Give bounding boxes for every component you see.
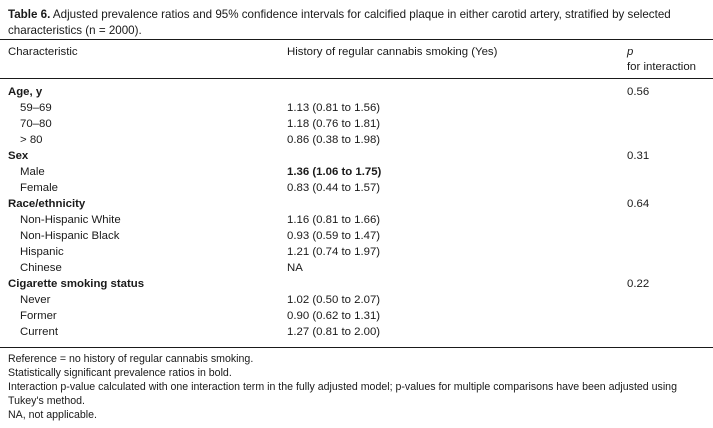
prevalence-ratio-cell: 0.90 (0.62 to 1.31) bbox=[287, 310, 381, 322]
table-row bbox=[0, 260, 713, 276]
table-note: Reference = no history of regular cannabis smoking. bbox=[8, 353, 254, 365]
prevalence-ratio-cell: 0.93 (0.59 to 1.47) bbox=[287, 230, 381, 242]
prevalence-ratio-cell: 1.13 (0.81 to 1.56) bbox=[287, 102, 381, 114]
prevalence-ratio-cell: 1.36 (1.06 to 1.75) bbox=[287, 166, 382, 178]
row-label: Non-Hispanic Black bbox=[20, 230, 120, 242]
group-header-row bbox=[0, 84, 713, 100]
row-label: Current bbox=[20, 326, 58, 338]
row-label: Female bbox=[20, 182, 58, 194]
table-row bbox=[0, 228, 713, 244]
table-row bbox=[0, 116, 713, 132]
row-label: Non-Hispanic White bbox=[20, 214, 121, 226]
header-characteristic: Characteristic bbox=[8, 46, 78, 58]
prevalence-ratio-cell: 1.27 (0.81 to 2.00) bbox=[287, 326, 381, 338]
prevalence-ratio-cell: 1.21 (0.74 to 1.97) bbox=[287, 246, 381, 258]
table-row bbox=[0, 324, 713, 340]
group-header-row bbox=[0, 148, 713, 164]
row-label: Hispanic bbox=[20, 246, 64, 258]
header-rule bbox=[0, 78, 713, 79]
table-body bbox=[0, 84, 713, 340]
table-row bbox=[0, 308, 713, 324]
table-row bbox=[0, 100, 713, 116]
table-note: Interaction p-value calculated with one interaction term in the fully adjusted model; p-values for multiple comparisons have been adjusted using Tukey's method. bbox=[8, 381, 677, 407]
prevalence-ratio-cell: 1.18 (0.76 to 1.81) bbox=[287, 118, 381, 130]
table-row bbox=[0, 212, 713, 228]
header-p-symbol: p bbox=[627, 46, 634, 58]
bottom-rule bbox=[0, 347, 713, 348]
group-header-row bbox=[0, 196, 713, 212]
row-label: Never bbox=[20, 294, 51, 306]
table-row bbox=[0, 132, 713, 148]
group-label: Race/ethnicity bbox=[8, 198, 86, 210]
row-label: 70–80 bbox=[20, 118, 52, 130]
group-label: Sex bbox=[8, 150, 29, 162]
group-label: Cigarette smoking status bbox=[8, 278, 145, 290]
top-rule bbox=[0, 39, 713, 40]
table-label: Table 6. bbox=[8, 8, 51, 21]
p-interaction-cell: 0.31 bbox=[627, 150, 650, 162]
prevalence-ratio-cell: 0.83 (0.44 to 1.57) bbox=[287, 182, 381, 194]
row-label: Former bbox=[20, 310, 57, 322]
prevalence-ratio-cell: 1.16 (0.81 to 1.66) bbox=[287, 214, 381, 226]
table-row bbox=[0, 292, 713, 308]
table-note: NA, not applicable. bbox=[8, 409, 97, 421]
prevalence-ratio-cell: 1.02 (0.50 to 2.07) bbox=[287, 294, 381, 306]
table-notes bbox=[8, 352, 708, 422]
p-interaction-cell: 0.22 bbox=[627, 278, 650, 290]
table-row bbox=[0, 244, 713, 260]
p-interaction-cell: 0.56 bbox=[627, 86, 650, 98]
group-label: Age, y bbox=[8, 86, 43, 98]
row-label: 59–69 bbox=[20, 102, 52, 114]
row-label: > 80 bbox=[20, 134, 43, 146]
p-interaction-cell: 0.64 bbox=[627, 198, 650, 210]
header-history: History of regular cannabis smoking (Yes) bbox=[287, 46, 498, 58]
header-p-interaction bbox=[627, 45, 696, 75]
prevalence-ratio-cell: 0.86 (0.38 to 1.98) bbox=[287, 134, 381, 146]
row-label: Male bbox=[20, 166, 45, 178]
group-header-row bbox=[0, 276, 713, 292]
table-row bbox=[0, 164, 713, 180]
table-caption bbox=[8, 7, 708, 38]
header-p-label: for interaction bbox=[627, 61, 697, 73]
row-label: Chinese bbox=[20, 262, 62, 274]
caption-text: Adjusted prevalence ratios and 95% confidence intervals for calcified plaque in either carotid artery, stratified by selected characteristics (n = 2000). bbox=[8, 8, 671, 37]
table-row bbox=[0, 180, 713, 196]
prevalence-ratio-cell: NA bbox=[287, 262, 303, 274]
table-note: Statistically significant prevalence ratios in bold. bbox=[8, 367, 232, 379]
